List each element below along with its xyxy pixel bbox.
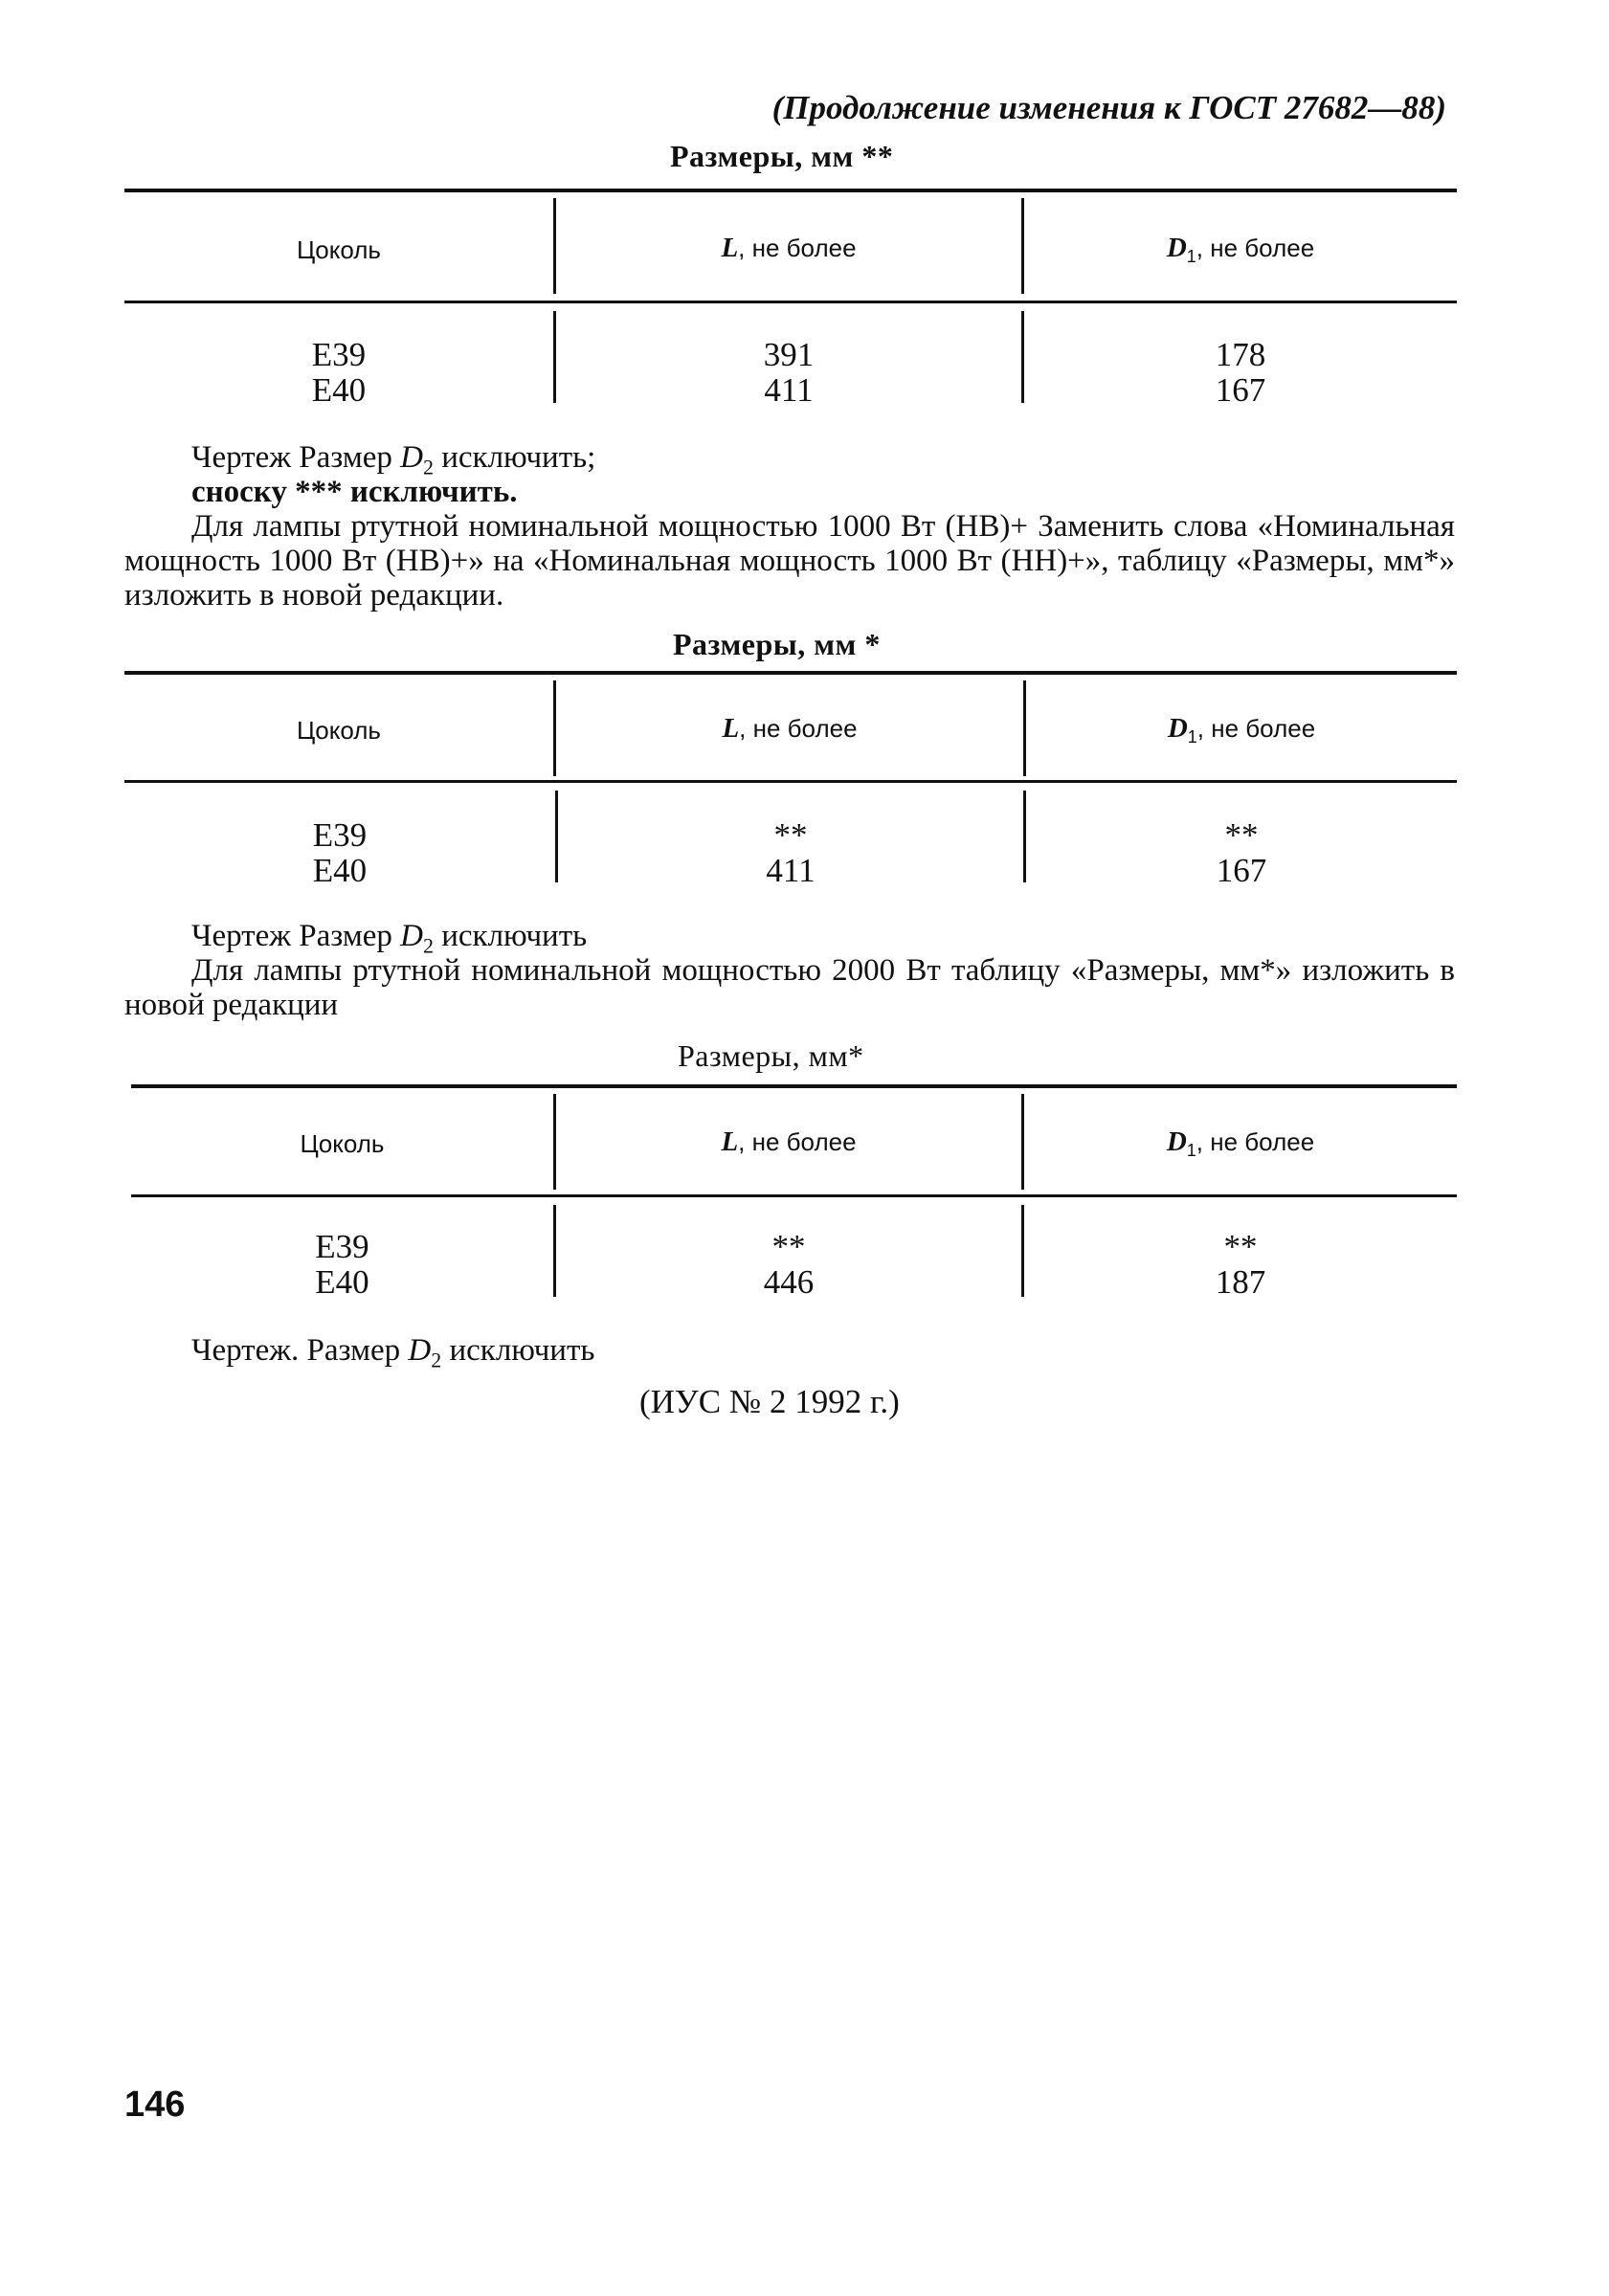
var-l: L (721, 1126, 739, 1157)
cell-length: ** 411 (766, 816, 816, 889)
var-d: D (1166, 233, 1187, 263)
publication-reference: (ИУС № 2 1992 г.) (639, 1383, 900, 1420)
table-top-rule (124, 671, 1457, 675)
cell-length: ** 446 (763, 1228, 815, 1301)
table-caption: Размеры, мм ** (670, 139, 894, 173)
cell-base: E39 E40 (311, 336, 367, 409)
column-header-base: Цоколь (300, 1129, 385, 1158)
page-number: 146 (124, 2084, 186, 2125)
column-header-length: L, не более (722, 713, 858, 744)
column-header-diameter: $D_1$, не более (1166, 1126, 1315, 1161)
table-caption: Размеры, мм* (678, 1038, 864, 1073)
cell-base: E39 E40 (312, 816, 368, 889)
cell-diameter: 178 167 (1215, 336, 1266, 409)
table-top-rule (131, 1084, 1457, 1088)
table-header-rule (124, 301, 1457, 303)
column-header-base: Цоколь (297, 235, 381, 264)
paragraph-drawing-note-1: Чертеж Размер $D_2$ исключить; (191, 440, 596, 479)
column-header-base: Цоколь (297, 716, 381, 745)
document-header: (Продолжение изменения к ГОСТ 27682—88) (771, 89, 1446, 126)
column-header-length: L, не более (721, 1126, 857, 1157)
table-top-rule (124, 189, 1457, 192)
cell-diameter: ** 167 (1216, 816, 1267, 889)
paragraph-lamp-2000w: Для лампы ртутной номинальной мощностью 2000 Вт таблицу «Размеры, мм*» изложить в новой редакции (124, 953, 1455, 1022)
cell-base: E39 E40 (315, 1228, 369, 1301)
paragraph-drawing-note-2: Чертеж Размер $D_2$ исключить (191, 919, 588, 958)
table-caption: Размеры, мм * (673, 627, 881, 661)
cell-diameter: ** 187 (1215, 1228, 1266, 1301)
column-header-length: L, не более (721, 233, 857, 263)
paragraph-footnote-note: сноску *** исключить. (191, 475, 518, 509)
table-header-rule (124, 780, 1457, 783)
column-header-diameter: $D_1$, не более (1166, 233, 1315, 267)
var-l: L (721, 233, 739, 263)
var-l: L (722, 713, 740, 744)
column-header-diameter: $D_1$, не более (1167, 713, 1316, 747)
paragraph-lamp-1000w: Для лампы ртутной номинальной мощностью 1000 Вт (НВ)+ Заменить слова «Номинальная мощность 1000 Вт (НВ)+» на «Номинальная мощность 1000 Вт (НН)+», таблицу «Размеры, мм*» изложить в новой редакции. (124, 509, 1455, 613)
paragraph-drawing-note-3: Чертеж. Размер $D_2$ исключить (191, 1333, 595, 1372)
var-d: D (1166, 1126, 1187, 1157)
table-header-rule (131, 1194, 1457, 1197)
var-d: D (1167, 713, 1188, 744)
cell-length: 391 411 (763, 336, 815, 409)
